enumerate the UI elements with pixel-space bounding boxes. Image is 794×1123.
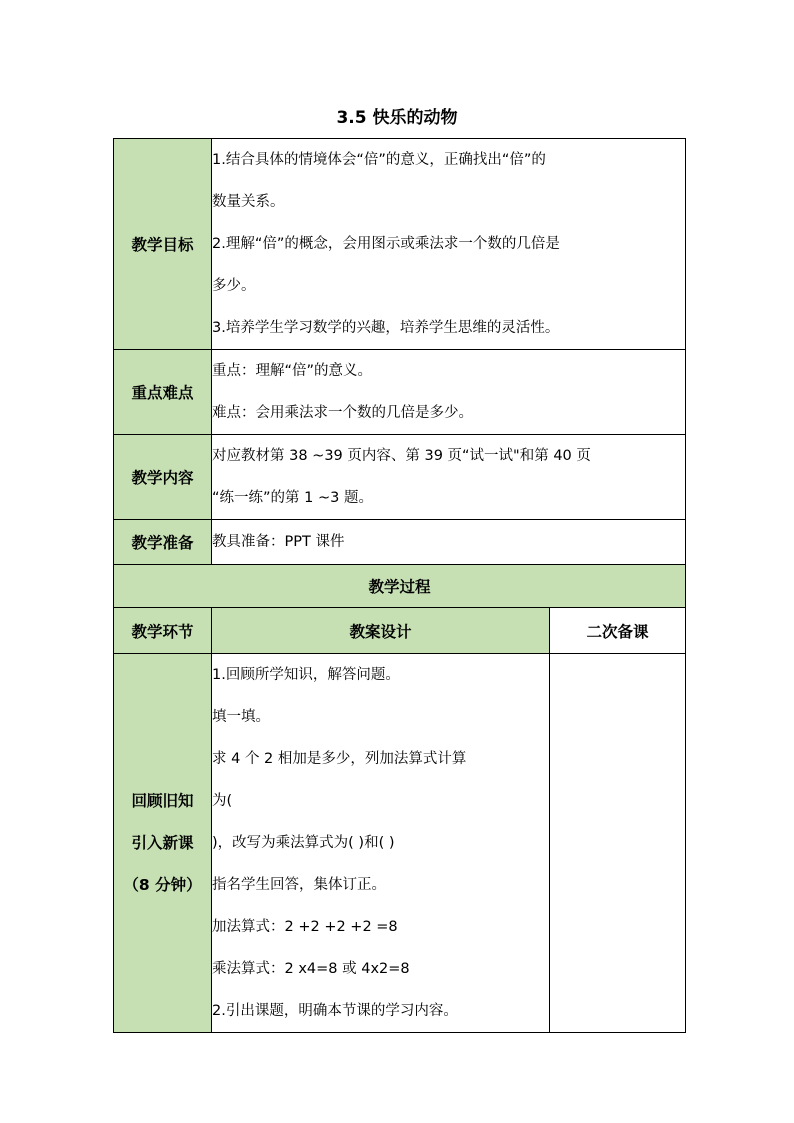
stage-line: )，改写为乘法算式为( )和( ) [212,835,395,851]
preparation-row [114,520,686,565]
key-points-line: 难点：会用乘法求一个数的几倍是多少。 [212,405,473,421]
key-points-label: 重点难点 [114,350,212,435]
preparation-line: 教具准备：PPT 课件 [212,534,345,550]
stage-line: 2.引出课题，明确本节课的学习内容。 [212,1003,458,1019]
content-content [212,435,686,520]
objectives-content [212,139,686,350]
content-line: “练一练”的第 1 ~3 题。 [212,490,373,506]
stage-line: 指名学生回答，集体订正。 [212,877,386,893]
stage-line: 乘法算式：2 x4=8 或 4x2=8 [212,961,410,977]
objectives-label: 教学目标 [114,139,212,350]
stage-label-line: （8 分钟） [123,876,202,894]
objectives-line: 多少。 [212,278,256,294]
stage-line: 填一填。 [212,709,270,725]
objectives-line: 2.理解“倍”的概念，会用图示或乘法求一个数的几倍是 [212,236,560,252]
preparation-label: 教学准备 [114,520,212,565]
key-points-row [114,350,686,435]
key-points-content [212,350,686,435]
objectives-row [114,139,686,350]
process-heading-row [114,565,686,608]
content-line: 对应教材第 38 ~39 页内容、第 39 页“试一试"和第 40 页 [212,448,591,464]
column-stage-header: 教学环节 [114,608,212,654]
process-heading: 教学过程 [114,565,686,608]
objectives-line: 3.培养学生学习数学的兴趣，培养学生思维的灵活性。 [212,320,560,336]
page-title: 3.5 快乐的动物 [336,108,458,128]
stage-line: 加法算式：2 +2 +2 +2 =8 [212,919,398,935]
column-design-header: 教案设计 [212,608,550,654]
objectives-line: 数量关系。 [212,194,285,210]
process-columns-row [114,608,686,654]
stage-line: 为( [212,793,233,809]
stage-label-line: 引入新课 [131,834,194,852]
content-label: 教学内容 [114,435,212,520]
objectives-line: 1.结合具体的情境体会“倍”的意义，正确找出“倍”的 [212,152,546,168]
column-revision-header: 二次备课 [550,608,686,654]
stage-row [114,654,686,1033]
preparation-content [212,520,686,565]
content-row [114,435,686,520]
stage-label-line: 回顾旧知 [131,792,194,810]
stage-design-content [212,654,550,1033]
key-points-line: 重点：理解“倍”的意义。 [212,363,373,379]
stage-revision-notes[interactable] [550,654,686,1033]
lesson-plan-table [113,138,686,1033]
stage-label [114,654,212,1033]
stage-line: 1.回顾所学知识，解答问题。 [212,667,400,683]
stage-line: 求 4 个 2 相加是多少，列加法算式计算 [212,751,467,767]
